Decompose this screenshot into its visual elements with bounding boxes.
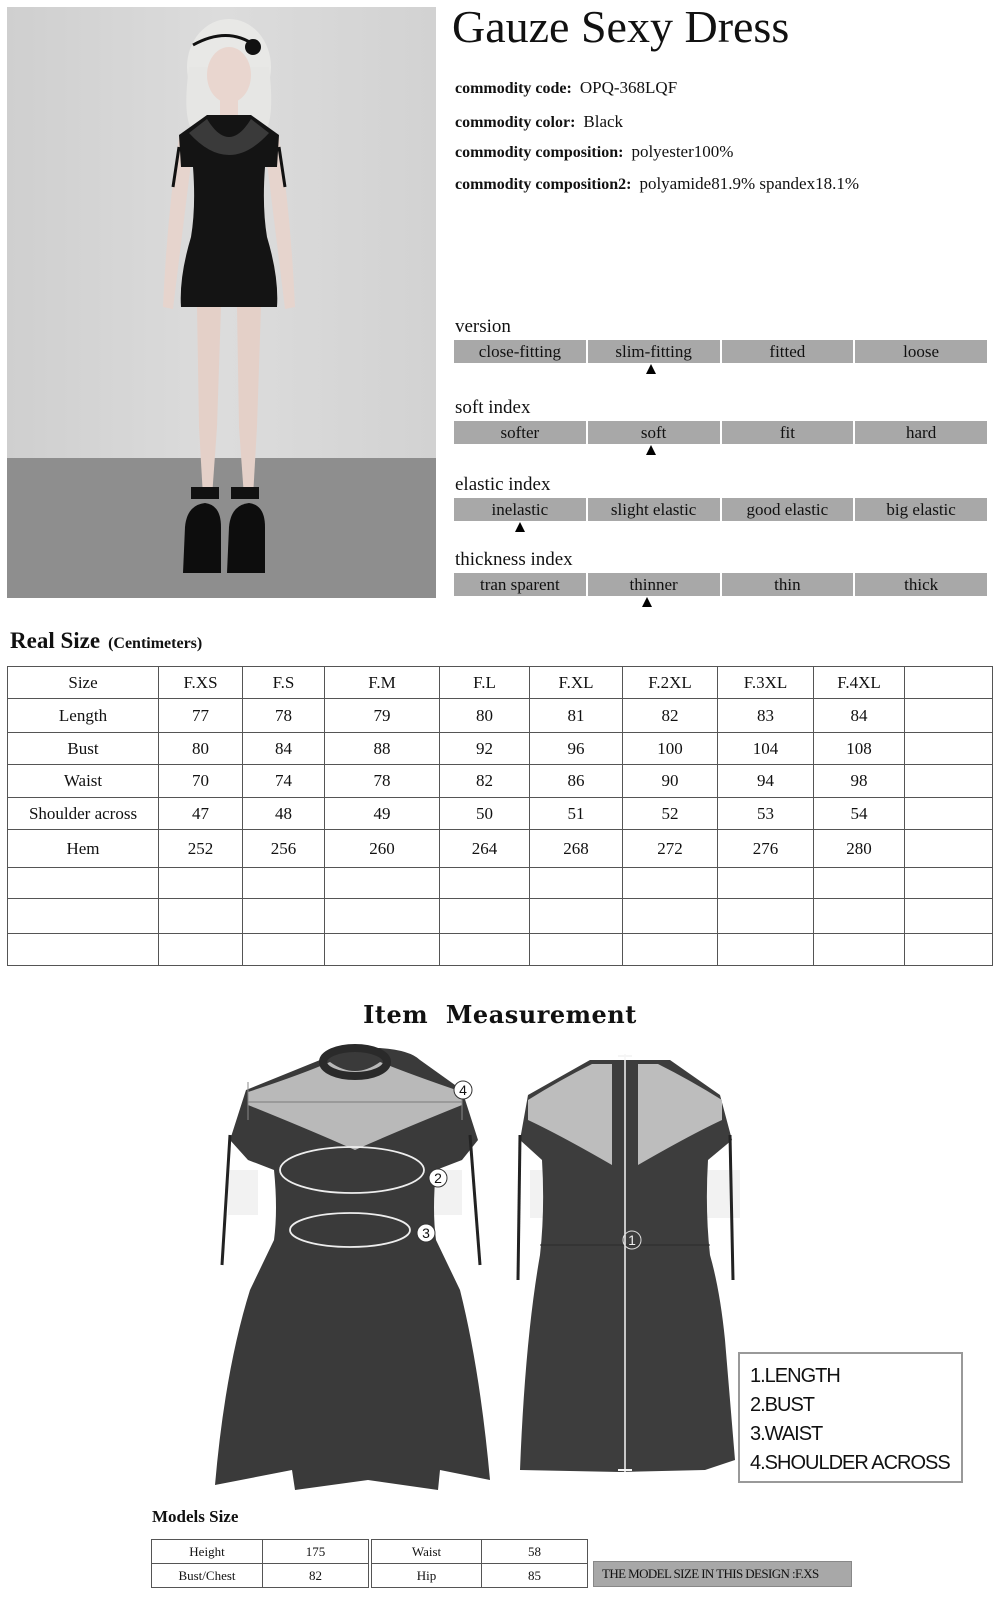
table-row bbox=[8, 765, 993, 798]
thickness-index-pointer-icon bbox=[642, 597, 652, 607]
cell: 83 bbox=[718, 699, 814, 733]
real-size-heading bbox=[10, 628, 202, 654]
model-value: 58 bbox=[482, 1540, 588, 1564]
cell bbox=[325, 868, 440, 899]
model-value: 82 bbox=[263, 1564, 369, 1588]
spec-commodity-composition2 bbox=[455, 174, 859, 194]
legend-item-bust: 2.BUST bbox=[750, 1394, 815, 1416]
cell bbox=[243, 934, 325, 966]
cell: 86 bbox=[530, 765, 623, 798]
table-row-empty bbox=[8, 868, 993, 899]
row-label: Shoulder across bbox=[8, 798, 159, 830]
cell: 81 bbox=[530, 699, 623, 733]
cell: 80 bbox=[159, 733, 243, 765]
thickness-index-label: thickness index bbox=[455, 549, 573, 570]
model-label: Hip bbox=[372, 1564, 482, 1588]
soft-option: hard bbox=[855, 421, 987, 444]
cell: 96 bbox=[530, 733, 623, 765]
cell bbox=[718, 899, 814, 934]
version-option: fitted bbox=[722, 340, 854, 363]
cell: 252 bbox=[159, 830, 243, 868]
row-label: Bust bbox=[8, 733, 159, 765]
cell: 98 bbox=[814, 765, 905, 798]
cell bbox=[623, 868, 718, 899]
spec-key: commodity composition2: bbox=[455, 176, 632, 193]
svg-text:2: 2 bbox=[434, 1170, 442, 1186]
spec-value: OPQ-368LQF bbox=[579, 78, 678, 97]
thickness-option-selected: thinner bbox=[588, 573, 720, 596]
measurement-legend bbox=[738, 1352, 963, 1483]
cell bbox=[325, 934, 440, 966]
cell bbox=[814, 934, 905, 966]
cell: 268 bbox=[530, 830, 623, 868]
model-size-note: THE MODEL SIZE IN THIS DESIGN :F.XS bbox=[593, 1561, 852, 1587]
soft-option: softer bbox=[454, 421, 586, 444]
cell: 94 bbox=[718, 765, 814, 798]
version-option-selected: slim-fitting bbox=[588, 340, 720, 363]
cell: 104 bbox=[718, 733, 814, 765]
elastic-option: slight elastic bbox=[588, 498, 720, 521]
cell: 84 bbox=[814, 699, 905, 733]
soft-index-pointer-icon bbox=[646, 445, 656, 455]
marker-3-icon bbox=[417, 1224, 435, 1242]
cell bbox=[440, 868, 530, 899]
version-scale bbox=[454, 340, 987, 363]
model-value: 175 bbox=[263, 1540, 369, 1564]
cell: 88 bbox=[325, 733, 440, 765]
cell bbox=[8, 899, 159, 934]
marker-2-icon bbox=[429, 1169, 447, 1187]
cell bbox=[623, 934, 718, 966]
cell bbox=[530, 868, 623, 899]
thickness-option: thin bbox=[722, 573, 854, 596]
soft-index-label: soft index bbox=[455, 397, 531, 418]
cell bbox=[159, 934, 243, 966]
cell bbox=[905, 699, 993, 733]
cell: 272 bbox=[623, 830, 718, 868]
front-dress-illustration bbox=[215, 1048, 490, 1490]
table-row bbox=[8, 798, 993, 830]
cell: 82 bbox=[623, 699, 718, 733]
table-row-empty bbox=[8, 934, 993, 966]
item-measurement-title: Item Measurement bbox=[363, 1000, 637, 1029]
thickness-option: thick bbox=[855, 573, 987, 596]
cell bbox=[243, 899, 325, 934]
elastic-option: big elastic bbox=[855, 498, 987, 521]
cell: 77 bbox=[159, 699, 243, 733]
header-cell: F.2XL bbox=[623, 667, 718, 699]
table-row bbox=[8, 699, 993, 733]
cell: 78 bbox=[325, 765, 440, 798]
cell: 50 bbox=[440, 798, 530, 830]
row-label: Length bbox=[8, 699, 159, 733]
legend-item-shoulder: 4.SHOULDER ACROSS bbox=[750, 1452, 950, 1474]
cell bbox=[530, 934, 623, 966]
real-size-unit: (Centimeters) bbox=[108, 635, 203, 652]
header-cell: F.XL bbox=[530, 667, 623, 699]
cell bbox=[243, 868, 325, 899]
cell: 70 bbox=[159, 765, 243, 798]
thickness-index-scale bbox=[454, 573, 987, 596]
cell: 74 bbox=[243, 765, 325, 798]
cell bbox=[814, 899, 905, 934]
table-row bbox=[8, 733, 993, 765]
soft-option: fit bbox=[722, 421, 854, 444]
cell: 48 bbox=[243, 798, 325, 830]
cell bbox=[718, 868, 814, 899]
header-cell: F.S bbox=[243, 667, 325, 699]
cell bbox=[325, 899, 440, 934]
cell bbox=[905, 830, 993, 868]
spec-key: commodity code: bbox=[455, 80, 572, 97]
size-header-row bbox=[8, 667, 993, 699]
cell bbox=[814, 868, 905, 899]
cell: 260 bbox=[325, 830, 440, 868]
cell bbox=[905, 934, 993, 966]
svg-text:1: 1 bbox=[628, 1232, 636, 1248]
spec-value: Black bbox=[583, 112, 624, 131]
model-label: Waist bbox=[372, 1540, 482, 1564]
table-row-empty bbox=[8, 899, 993, 934]
cell bbox=[530, 899, 623, 934]
model-label: Bust/Chest bbox=[152, 1564, 263, 1588]
header-cell: F.XS bbox=[159, 667, 243, 699]
spec-commodity-color bbox=[455, 112, 623, 132]
cell: 51 bbox=[530, 798, 623, 830]
cell: 49 bbox=[325, 798, 440, 830]
model-label: Height bbox=[152, 1540, 263, 1564]
table-row bbox=[372, 1564, 588, 1588]
real-size-title: Real Size bbox=[10, 628, 101, 653]
svg-text:4: 4 bbox=[459, 1082, 467, 1098]
legend-item-length: 1.LENGTH bbox=[750, 1365, 840, 1387]
version-label: version bbox=[455, 316, 511, 337]
row-label: Waist bbox=[8, 765, 159, 798]
legend-item-waist: 3.WAIST bbox=[750, 1423, 823, 1445]
cell bbox=[159, 868, 243, 899]
cell: 92 bbox=[440, 733, 530, 765]
table-row bbox=[152, 1564, 369, 1588]
elastic-index-scale bbox=[454, 498, 987, 521]
model-measurements-table-2 bbox=[371, 1539, 588, 1588]
header-cell bbox=[905, 667, 993, 699]
spec-commodity-composition bbox=[455, 142, 733, 162]
svg-text:3: 3 bbox=[422, 1225, 430, 1241]
spec-value: polyamide81.9% spandex18.1% bbox=[639, 174, 859, 193]
cell: 78 bbox=[243, 699, 325, 733]
elastic-option-selected: inelastic bbox=[454, 498, 586, 521]
models-size-title: Models Size bbox=[152, 1507, 239, 1526]
cell bbox=[159, 899, 243, 934]
version-option: loose bbox=[855, 340, 987, 363]
spec-key: commodity color: bbox=[455, 114, 576, 131]
cell bbox=[8, 868, 159, 899]
cell bbox=[905, 798, 993, 830]
cell: 84 bbox=[243, 733, 325, 765]
cell: 80 bbox=[440, 699, 530, 733]
cell: 256 bbox=[243, 830, 325, 868]
soft-index-scale bbox=[454, 421, 987, 444]
model-value: 85 bbox=[482, 1564, 588, 1588]
cell: 82 bbox=[440, 765, 530, 798]
thickness-option: tran sparent bbox=[454, 573, 586, 596]
header-cell: F.4XL bbox=[814, 667, 905, 699]
cell bbox=[905, 765, 993, 798]
table-row bbox=[152, 1540, 369, 1564]
cell bbox=[440, 899, 530, 934]
cell: 108 bbox=[814, 733, 905, 765]
header-cell: F.M bbox=[325, 667, 440, 699]
model-figure bbox=[7, 7, 436, 598]
table-row bbox=[8, 830, 993, 868]
header-cell: Size bbox=[8, 667, 159, 699]
product-photo bbox=[7, 7, 436, 598]
soft-option-selected: soft bbox=[588, 421, 720, 444]
cell: 47 bbox=[159, 798, 243, 830]
elastic-index-label: elastic index bbox=[455, 474, 551, 495]
cell: 79 bbox=[325, 699, 440, 733]
version-pointer-icon bbox=[646, 364, 656, 374]
cell bbox=[905, 733, 993, 765]
cell: 54 bbox=[814, 798, 905, 830]
table-row bbox=[372, 1540, 588, 1564]
cell: 100 bbox=[623, 733, 718, 765]
cell bbox=[905, 899, 993, 934]
cell bbox=[718, 934, 814, 966]
back-dress-illustration bbox=[518, 1054, 740, 1472]
spec-value: polyester100% bbox=[631, 142, 734, 161]
version-option: close-fitting bbox=[454, 340, 586, 363]
cell: 90 bbox=[623, 765, 718, 798]
cell: 53 bbox=[718, 798, 814, 830]
cell: 52 bbox=[623, 798, 718, 830]
cell bbox=[623, 899, 718, 934]
cell bbox=[905, 868, 993, 899]
cell: 276 bbox=[718, 830, 814, 868]
model-measurements-table-1 bbox=[151, 1539, 369, 1588]
header-cell: F.L bbox=[440, 667, 530, 699]
spec-key: commodity composition: bbox=[455, 144, 624, 161]
cell bbox=[440, 934, 530, 966]
size-chart-table bbox=[7, 666, 993, 966]
cell: 280 bbox=[814, 830, 905, 868]
header-cell: F.3XL bbox=[718, 667, 814, 699]
product-title: Gauze Sexy Dress bbox=[452, 1, 790, 52]
marker-4-icon bbox=[454, 1081, 472, 1099]
cell: 264 bbox=[440, 830, 530, 868]
measurement-diagram bbox=[200, 1040, 740, 1510]
elastic-option: good elastic bbox=[722, 498, 854, 521]
spec-commodity-code bbox=[455, 78, 677, 98]
row-label: Hem bbox=[8, 830, 159, 868]
cell bbox=[8, 934, 159, 966]
elastic-index-pointer-icon bbox=[515, 522, 525, 532]
